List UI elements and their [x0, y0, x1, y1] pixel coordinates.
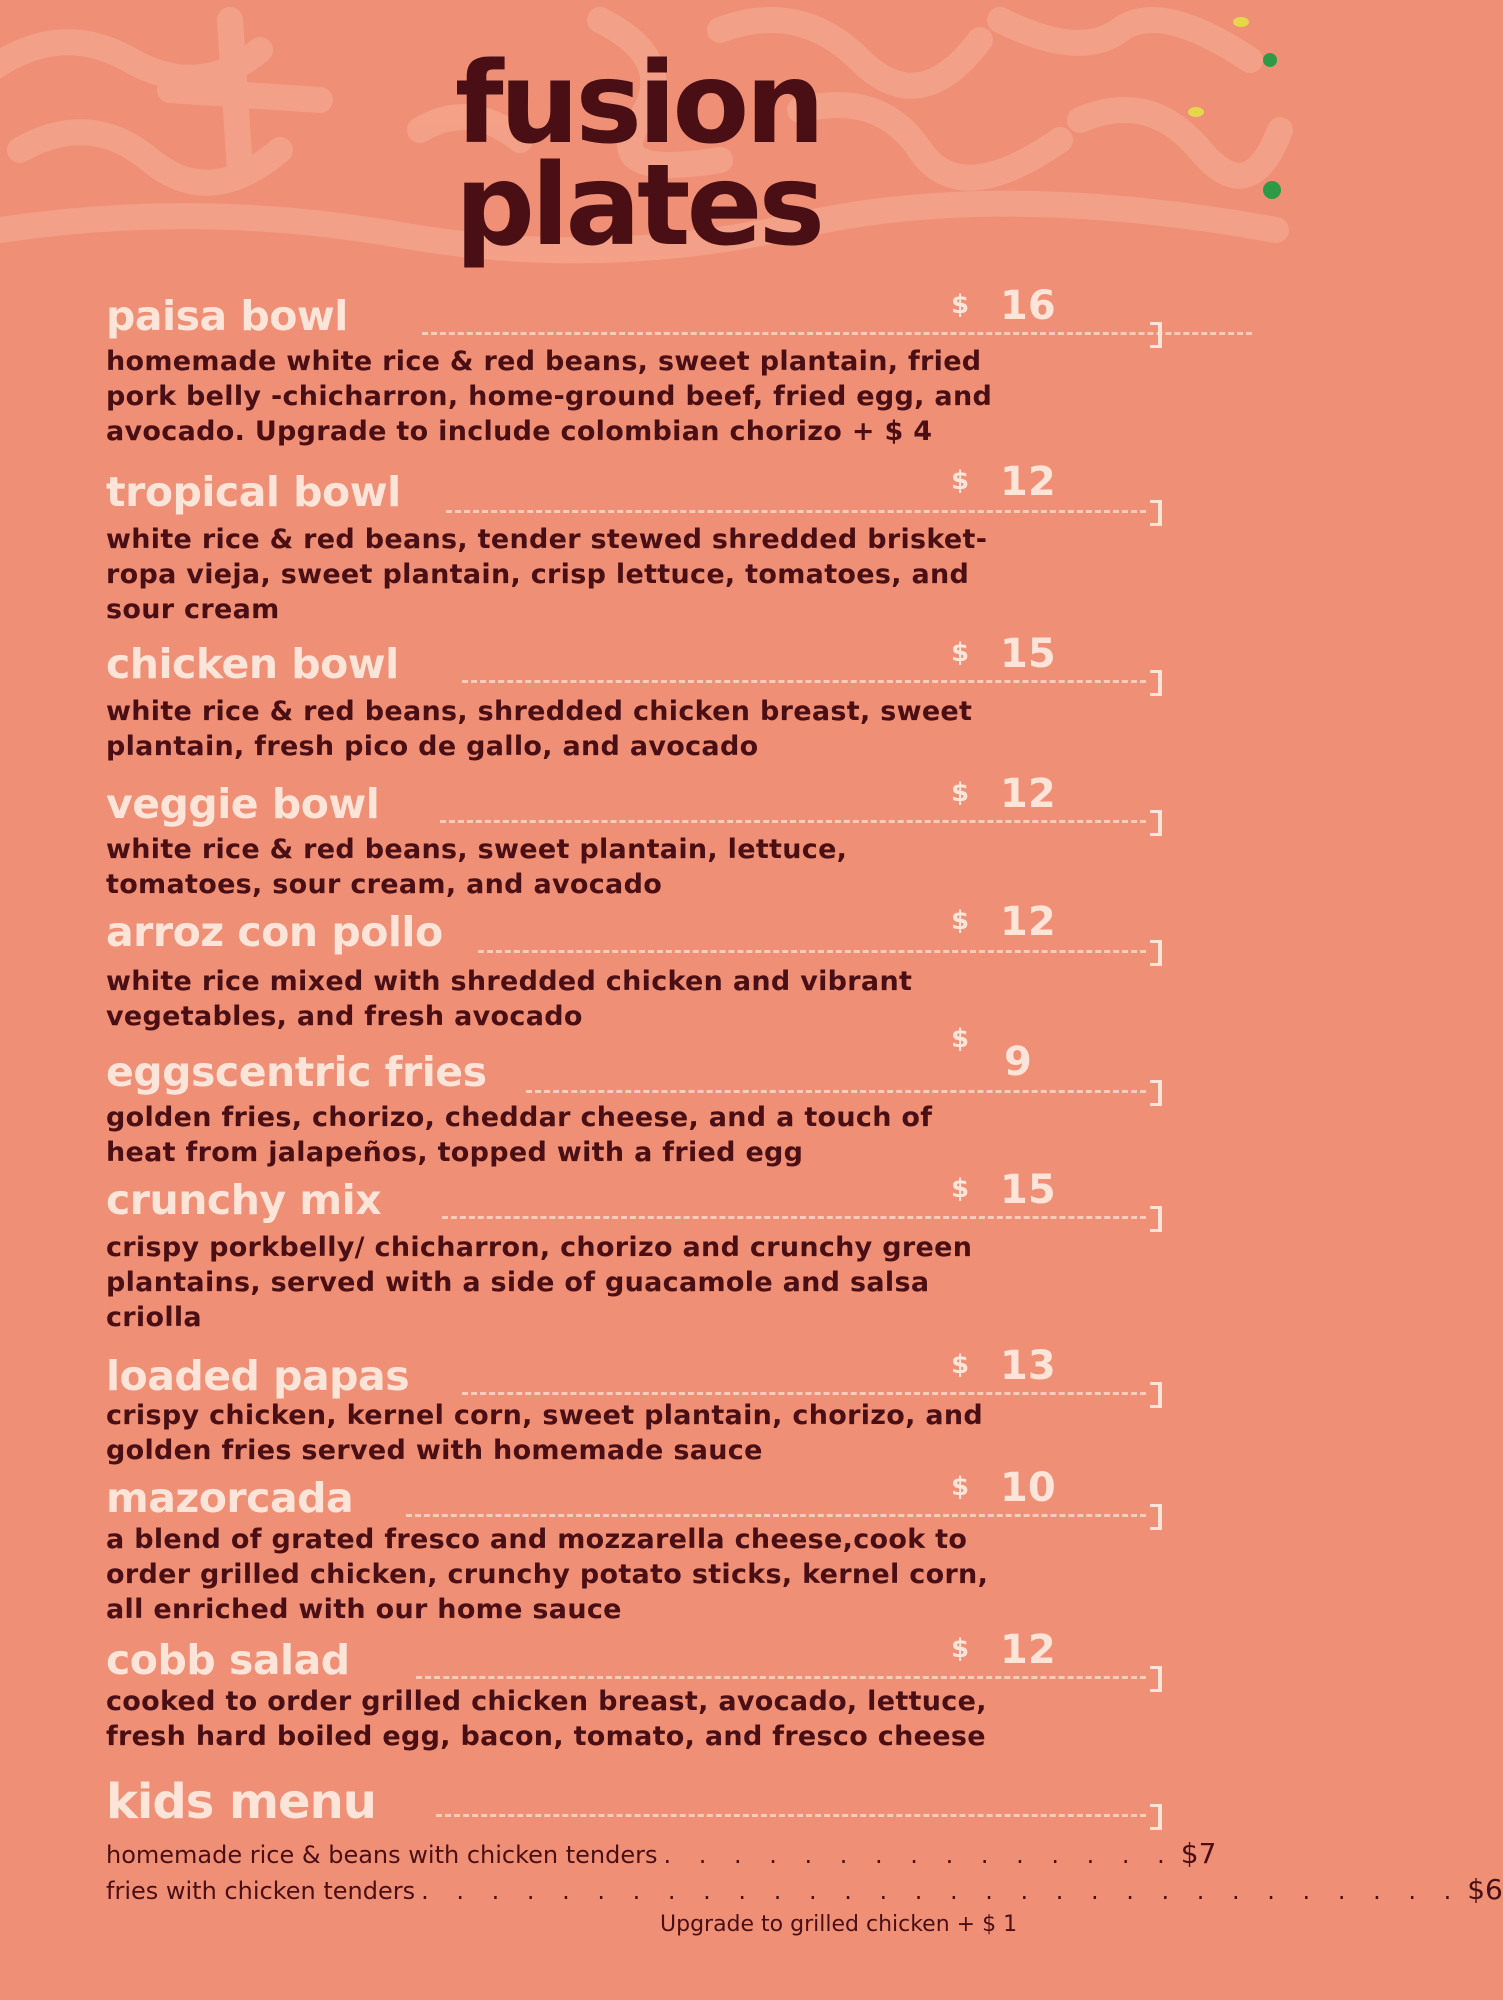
dotted-leader [462, 680, 1146, 683]
kids-item [106, 1873, 1503, 1906]
dotted-leader [422, 332, 1252, 335]
item-description [106, 1684, 1146, 1754]
description-line: white rice & red beans, tender stewed shredded brisket- [106, 524, 988, 555]
leader-end-mark [1150, 1080, 1162, 1106]
leader-end-mark [1150, 670, 1162, 696]
item-name: crunchy mix [106, 1176, 382, 1224]
currency-symbol: $ [951, 290, 970, 320]
dotted-leader [440, 820, 1146, 823]
description-line: plantain, fresh pico de gallo, and avocado [106, 731, 759, 762]
description-line: pork belly -chicharron, home-ground beef, fried egg, and [106, 381, 993, 412]
dotted-leader [462, 1392, 1146, 1395]
leader-end-mark [1150, 1206, 1162, 1232]
description-line: fresh hard boiled egg, bacon, tomato, and fresco cheese [106, 1721, 986, 1752]
item-name: eggscentric fries [106, 1048, 487, 1096]
item-price: 15 [1000, 631, 1056, 677]
item-price: 9 [1004, 1039, 1032, 1085]
item-description [106, 522, 1146, 627]
item-price: 12 [1000, 459, 1056, 505]
description-line: plantains, served with a side of guacamole and salsa [106, 1267, 930, 1298]
currency-symbol: $ [951, 906, 970, 936]
dotted-leader [442, 1216, 1146, 1219]
item-description [106, 1522, 1146, 1627]
description-line: criolla [106, 1302, 202, 1333]
item-description [106, 964, 1146, 1034]
description-line: tomatoes, sour cream, and avocado [106, 869, 663, 900]
description-line: crispy porkbelly/ chicharron, chorizo and crunchy green [106, 1232, 973, 1263]
leader-end-mark [1150, 810, 1162, 836]
dotted-leader [446, 510, 1146, 513]
description-line: homemade white rice & red beans, sweet plantain, fried [106, 346, 982, 377]
dot-leader: . . . . . . . . . . . . . . . . . . . . . . . . . . . . . . [421, 1877, 1462, 1905]
currency-symbol: $ [951, 638, 970, 668]
kids-item-text: fries with chicken tenders [106, 1877, 416, 1905]
kids-item-text: homemade rice & beans with chicken tenders [106, 1841, 658, 1869]
dotted-leader [478, 950, 1146, 953]
description-line: vegetables, and fresh avocado [106, 1001, 583, 1032]
currency-symbol: $ [951, 466, 970, 496]
item-price: 12 [1000, 1627, 1056, 1673]
description-line: golden fries served with homemade sauce [106, 1435, 763, 1466]
leader-end-mark [1150, 940, 1162, 966]
description-line: order grilled chicken, crunchy potato sticks, kernel corn, [106, 1559, 989, 1590]
item-price: 16 [1000, 283, 1056, 329]
page-title-line1: fusion [454, 39, 822, 169]
item-name: tropical bowl [106, 468, 401, 516]
description-line: golden fries, chorizo, cheddar cheese, and a touch of [106, 1102, 933, 1133]
leader-end-mark [1150, 500, 1162, 526]
currency-symbol: $ [951, 1350, 970, 1380]
item-price: 13 [1000, 1343, 1056, 1389]
dotted-leader [526, 1090, 1146, 1093]
description-line: cooked to order grilled chicken breast, avocado, lettuce, [106, 1686, 987, 1717]
leader-end-mark [1150, 1804, 1162, 1830]
currency-symbol: $ [951, 1024, 970, 1054]
leader-end-mark [1150, 1504, 1162, 1530]
item-name: arroz con pollo [106, 908, 443, 956]
item-description [106, 1398, 1146, 1468]
item-description [106, 344, 1146, 449]
item-name: cobb salad [106, 1636, 350, 1684]
dot-leader: . . . . . . . . . . . . . . . [663, 1841, 1175, 1869]
leader-end-mark [1150, 322, 1162, 348]
description-line: all enriched with our home sauce [106, 1594, 622, 1625]
item-price: 10 [1000, 1465, 1056, 1511]
description-line: crispy chicken, kernel corn, sweet plantain, chorizo, and [106, 1400, 984, 1431]
dotted-leader [436, 1814, 1146, 1817]
leader-end-mark [1150, 1382, 1162, 1408]
item-description [106, 832, 1146, 902]
item-price: 12 [1000, 899, 1056, 945]
leader-end-mark [1150, 1666, 1162, 1692]
description-line: white rice & red beans, sweet plantain, lettuce, [106, 834, 848, 865]
item-name: loaded papas [106, 1352, 410, 1400]
currency-symbol: $ [951, 1472, 970, 1502]
item-price: 15 [1000, 1167, 1056, 1213]
kids-menu-title: kids menu [106, 1774, 376, 1830]
description-line: ropa vieja, sweet plantain, crisp lettuce, tomatoes, and [106, 559, 970, 590]
description-line: white rice & red beans, shredded chicken breast, sweet [106, 696, 973, 727]
dotted-leader [406, 1514, 1146, 1517]
kids-item-price: $7 [1180, 1837, 1217, 1870]
currency-symbol: $ [951, 1174, 970, 1204]
item-description [106, 1100, 1146, 1170]
description-line: avocado. Upgrade to include colombian chorizo + $ 4 [106, 416, 933, 447]
item-name: veggie bowl [106, 780, 380, 828]
item-name: paisa bowl [106, 292, 348, 340]
currency-symbol: $ [951, 778, 970, 808]
kids-upgrade-note: Upgrade to grilled chicken + $ 1 [660, 1912, 1018, 1937]
kids-item [106, 1837, 1217, 1870]
item-price: 12 [1000, 771, 1056, 817]
item-name: chicken bowl [106, 640, 399, 688]
currency-symbol: $ [951, 1634, 970, 1664]
item-description [106, 694, 1146, 764]
page-title-line2: plates [454, 141, 822, 271]
description-line: heat from jalapeños, topped with a fried egg [106, 1137, 804, 1168]
description-line: sour cream [106, 594, 280, 625]
description-line: white rice mixed with shredded chicken and vibrant [106, 966, 913, 997]
dotted-leader [416, 1676, 1146, 1679]
kids-item-price: $6 [1467, 1873, 1503, 1906]
description-line: a blend of grated fresco and mozzarella cheese,cook to [106, 1524, 968, 1555]
item-name: mazorcada [106, 1474, 354, 1522]
item-description [106, 1230, 1146, 1335]
